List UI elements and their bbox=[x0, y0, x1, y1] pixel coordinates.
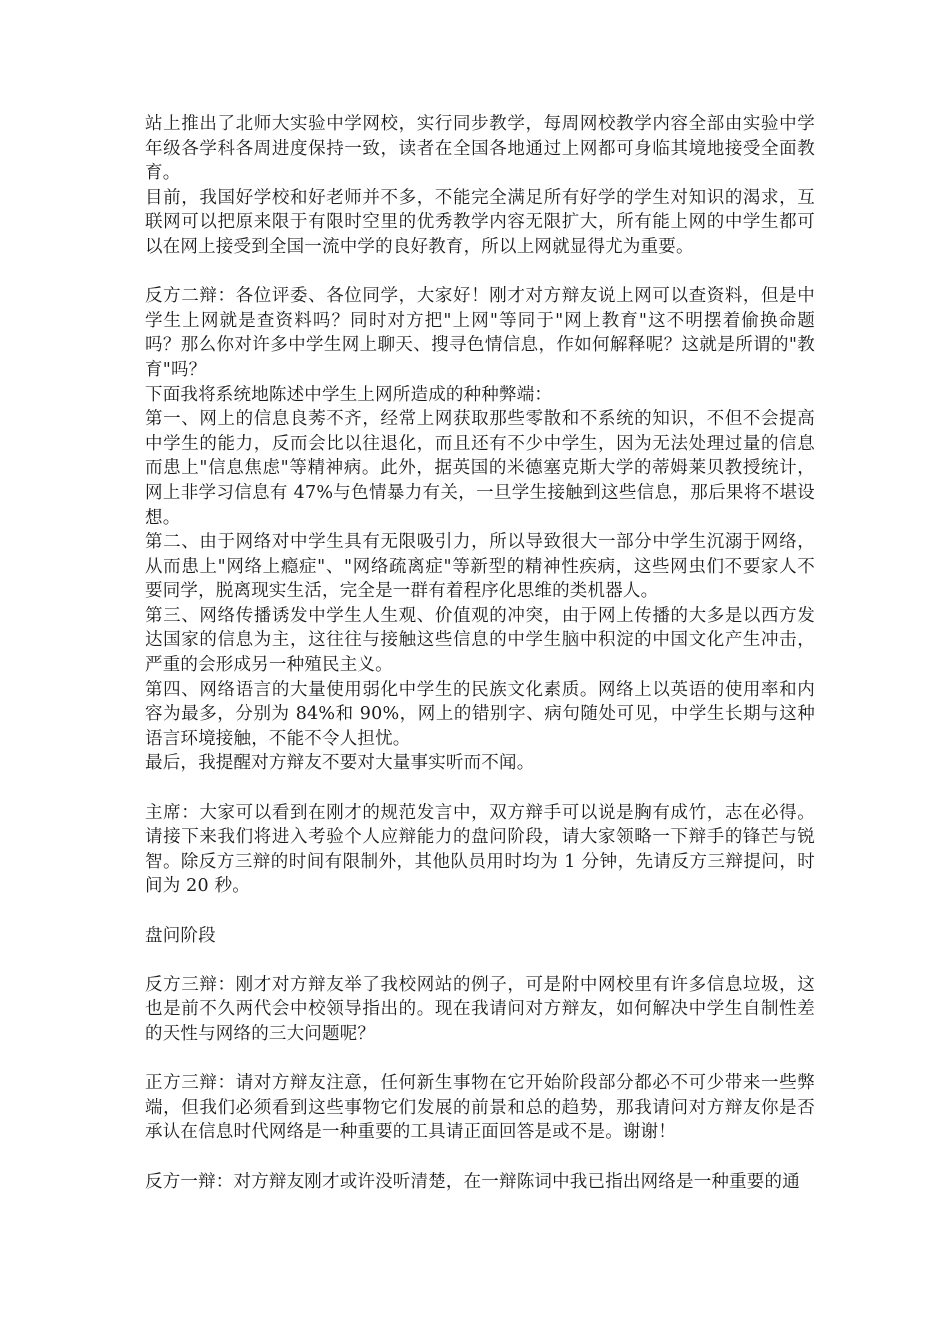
paragraph-point-two: 第二、由于网络对中学生具有无限吸引力，所以导致很大一部分中学生沉溺于网络，从而患上"网络上瘾症"、"网络疏离症"等新型的精神性疾病，这些网虫们不要家人不要同学，脱离现实生活，完全是一群有着程序化思维的类机器人。 bbox=[145, 532, 815, 602]
paragraph-conclusion: 最后，我提醒对方辩友不要对大量事实听而不闻。 bbox=[145, 753, 535, 774]
paragraph-spacer bbox=[145, 899, 815, 924]
paragraph-negative-second-speaker: 反方二辩：各位评委、各位同学，大家好！刚才对方辩友说上网可以查资料，但是中学生上网就是查资料吗？同时对方把"上网"等同于"网上教育"这不明摆着偷换命题吗？那么你对许多中学生网上聊天、搜寻色情信息，作如何解释呢？这就是所谓的"教育"吗？ bbox=[145, 286, 815, 380]
paragraph-spacer bbox=[145, 1047, 815, 1072]
paragraph-chair: 主席：大家可以看到在刚才的规范发言中，双方辩手可以说是胸有成竹，志在必得。请接下来我们将进入考验个人应辩能力的盘问阶段，请大家领略一下辩手的锋芒与锐智。除反方三辩的时间有限制外，其他队员用时均为 1 分钟，先请反方三辩提问，时间为 20 秒。 bbox=[145, 802, 815, 897]
paragraph-point-four: 第四、网络语言的大量使用弱化中学生的民族文化素质。网络上以英语的使用率和内容为最多，分别为 84%和 90%，网上的错别字、病句随处可见，中学生长期与这种语言环境接触，不能不令人担忧。 bbox=[145, 679, 815, 749]
paragraph-intro-drawbacks: 下面我将系统地陈述中学生上网所造成的种种弊端： bbox=[145, 384, 553, 405]
section-heading-cross-examination: 盘问阶段 bbox=[145, 925, 216, 946]
paragraph-point-one: 第一、网上的信息良莠不齐，经常上网获取那些零散和不系统的知识，不但不会提高中学生的能力，反而会比以往退化，而且还有不少中学生，因为无法处理过量的信息而患上"信息焦虑"等精神病。此外，据英国的米德塞克斯大学的蒂姆莱贝教授统计，网上非学习信息有 47%与色情暴力有关，一旦学生接触到这些信息，那后果将不堪设想。 bbox=[145, 409, 815, 528]
document-page bbox=[145, 112, 815, 1194]
paragraph-point-three: 第三、网络传播诱发中学生人生观、价值观的冲突，由于网上传播的大多是以西方发达国家的信息为主，这往往与接触这些信息的中学生脑中积淀的中国文化产生冲击，严重的会形成另一种殖民主义。 bbox=[145, 605, 815, 676]
paragraph-negative-third-speaker: 反方三辩：刚才对方辩友举了我校网站的例子，可是附中网校里有许多信息垃圾，这也是前不久两代会中校领导指出的。现在我请问对方辩友，如何解决中学生自制性差的天性与网络的三大问题呢？ bbox=[145, 974, 815, 1044]
paragraph-spacer bbox=[145, 260, 815, 285]
paragraph-spacer bbox=[145, 948, 815, 973]
paragraph-spacer bbox=[145, 776, 815, 801]
paragraph-online-school: 站上推出了北师大实验中学网校，实行同步教学，每周网校教学内容全部由实验中学年级各学科各周进度保持一致，读者在全国各地通过上网都可身临其境地接受全面教育。 bbox=[145, 114, 815, 184]
paragraph-spacer bbox=[145, 1145, 815, 1170]
paragraph-current-situation: 目前，我国好学校和好老师并不多，不能完全满足所有好学的学生对知识的渴求，互联网可以把原来限于有限时空里的优秀教学内容无限扩大，所有能上网的中学生都可以在网上接受到全国一流中学的良好教育，所以上网就显得尤为重要。 bbox=[145, 187, 815, 257]
paragraph-negative-first-speaker: 反方一辩：对方辩友刚才或许没听清楚，在一辩陈词中我已指出网络是一种重要的通 bbox=[145, 1171, 800, 1192]
paragraph-affirmative-third-speaker: 正方三辩：请对方辩友注意，任何新生事物在它开始阶段部分都必不可少带来一些弊端，但我们必须看到这些事物它们发展的前景和总的趋势，那我请问对方辩友你是否承认在信息时代网络是一种重要的工具请正面回答是或不是。谢谢！ bbox=[145, 1073, 815, 1143]
